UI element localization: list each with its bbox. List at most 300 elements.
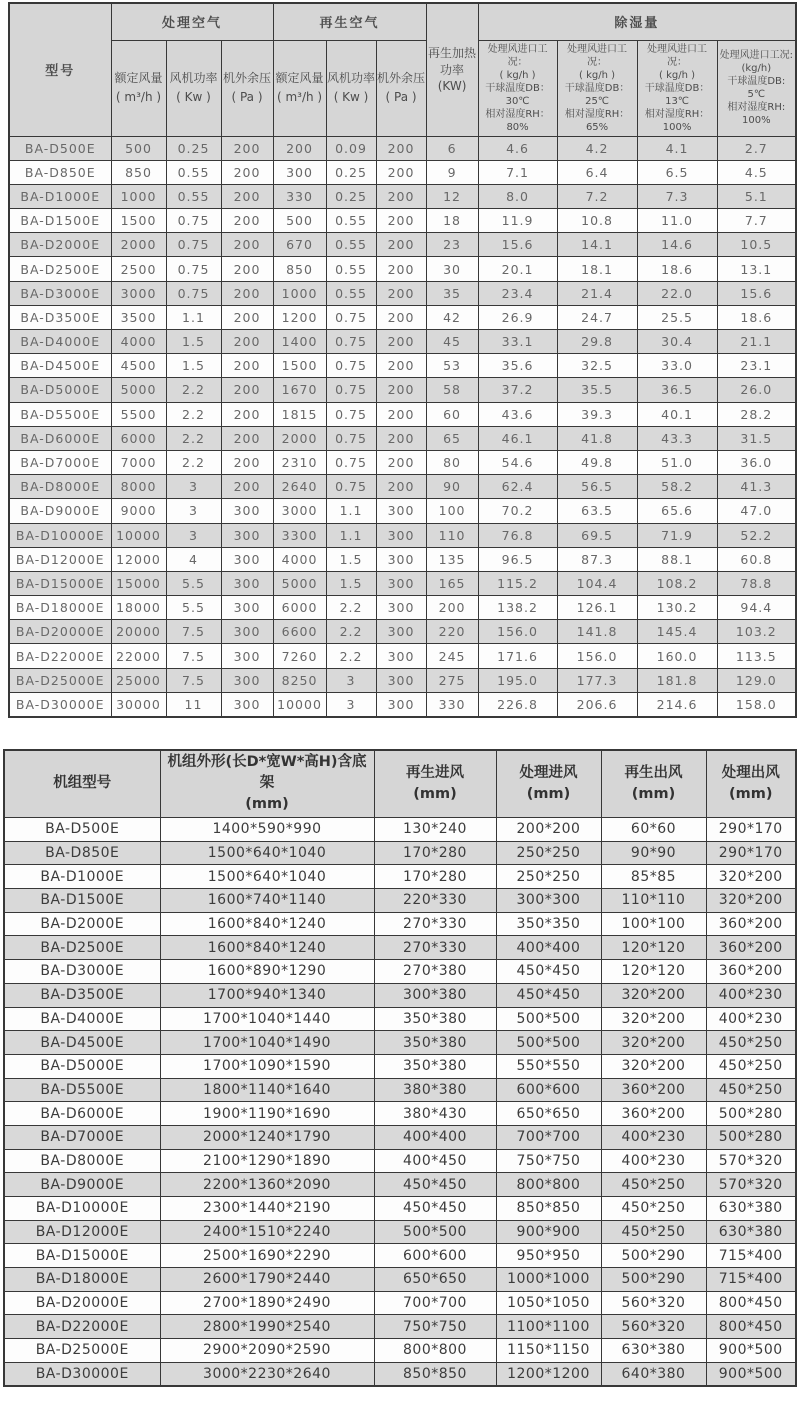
value-cell: 5.5 bbox=[166, 596, 221, 620]
value-cell: 630*380 bbox=[706, 1197, 796, 1221]
value-cell: 570*320 bbox=[706, 1149, 796, 1173]
spec-table bbox=[8, 2, 797, 718]
value-cell: 2000 bbox=[273, 426, 326, 450]
value-cell: 43.6 bbox=[478, 402, 557, 426]
value-cell: 0.75 bbox=[166, 281, 221, 305]
value-cell: 1.1 bbox=[326, 523, 376, 547]
model-cell: BA-D10000E bbox=[9, 523, 111, 547]
column-header-condition-2: 处理风进口工况： ( kg/h ) 干球温度DB：25℃ 相对湿度RH：65% bbox=[557, 40, 637, 136]
table-row bbox=[9, 257, 796, 281]
value-cell: 1500 bbox=[111, 209, 166, 233]
value-cell: 550*550 bbox=[496, 1054, 601, 1078]
table-row bbox=[9, 692, 796, 716]
value-cell: 22000 bbox=[111, 644, 166, 668]
model-cell: BA-D30000E bbox=[4, 1362, 160, 1386]
value-cell: 5.5 bbox=[166, 571, 221, 595]
value-cell: 450*450 bbox=[496, 983, 601, 1007]
value-cell: 2000 bbox=[111, 233, 166, 257]
value-cell: 2.2 bbox=[166, 426, 221, 450]
model-cell: BA-D5000E bbox=[4, 1054, 160, 1078]
column-header-rated-airflow-process: 额定风量 ( m³/h ) bbox=[111, 40, 166, 136]
value-cell: 7.5 bbox=[166, 644, 221, 668]
column-header-condition-1: 处理风进口工况： ( kg/h ) 干球温度DB：30℃ 相对湿度RH：80% bbox=[478, 40, 557, 136]
value-cell: 1000 bbox=[111, 184, 166, 208]
value-cell: 15000 bbox=[111, 571, 166, 595]
value-cell: 850 bbox=[111, 160, 166, 184]
value-cell: 23 bbox=[426, 233, 478, 257]
model-cell: BA-D4000E bbox=[4, 1007, 160, 1031]
value-cell: 8250 bbox=[273, 668, 326, 692]
dimension-table-header bbox=[4, 750, 796, 818]
table-row bbox=[9, 571, 796, 595]
value-cell: 300*380 bbox=[374, 983, 496, 1007]
value-cell: 15.6 bbox=[717, 281, 796, 305]
model-cell: BA-D10000E bbox=[4, 1197, 160, 1221]
value-cell: 28.2 bbox=[717, 402, 796, 426]
table-row bbox=[9, 233, 796, 257]
value-cell: 400*230 bbox=[601, 1149, 706, 1173]
value-cell: 350*380 bbox=[374, 1054, 496, 1078]
column-group-regen-air: 再生空气 bbox=[273, 3, 426, 40]
value-cell: 12 bbox=[426, 184, 478, 208]
value-cell: 1700*1090*1590 bbox=[160, 1054, 374, 1078]
value-cell: 1400*590*990 bbox=[160, 818, 374, 842]
value-cell: 52.2 bbox=[717, 523, 796, 547]
value-cell: 110*110 bbox=[601, 889, 706, 913]
value-cell: 270*330 bbox=[374, 936, 496, 960]
value-cell: 320*200 bbox=[706, 865, 796, 889]
value-cell: 14.1 bbox=[557, 233, 637, 257]
table-row bbox=[4, 1220, 796, 1244]
value-cell: 7000 bbox=[111, 450, 166, 474]
value-cell: 177.3 bbox=[557, 668, 637, 692]
table-row bbox=[9, 499, 796, 523]
value-cell: 108.2 bbox=[637, 571, 717, 595]
value-cell: 10000 bbox=[111, 523, 166, 547]
column-header-condition-4: 处理风进口工况: (kg/h) 干球温度DB: 5℃ 相对湿度RH: 100% bbox=[717, 40, 796, 136]
value-cell: 26.9 bbox=[478, 305, 557, 329]
value-cell: 35 bbox=[426, 281, 478, 305]
model-cell: BA-D4500E bbox=[4, 1031, 160, 1055]
value-cell: 400*230 bbox=[706, 1007, 796, 1031]
value-cell: 560*320 bbox=[601, 1291, 706, 1315]
value-cell: 20.1 bbox=[478, 257, 557, 281]
value-cell: 450*250 bbox=[601, 1197, 706, 1221]
value-cell: 200 bbox=[376, 354, 426, 378]
table-row bbox=[4, 1291, 796, 1315]
value-cell: 200 bbox=[376, 402, 426, 426]
value-cell: 156.0 bbox=[478, 620, 557, 644]
value-cell: 35.5 bbox=[557, 378, 637, 402]
value-cell: 1000 bbox=[273, 281, 326, 305]
model-cell: BA-D4000E bbox=[9, 330, 111, 354]
value-cell: 300 bbox=[221, 692, 273, 716]
value-cell: 85*85 bbox=[601, 865, 706, 889]
value-cell: 350*380 bbox=[374, 1007, 496, 1031]
table-row bbox=[9, 184, 796, 208]
value-cell: 700*700 bbox=[374, 1291, 496, 1315]
value-cell: 3 bbox=[166, 475, 221, 499]
model-cell: BA-D18000E bbox=[4, 1268, 160, 1292]
value-cell: 46.1 bbox=[478, 426, 557, 450]
value-cell: 200*200 bbox=[496, 818, 601, 842]
value-cell: 0.75 bbox=[166, 257, 221, 281]
value-cell: 1815 bbox=[273, 402, 326, 426]
value-cell: 26.0 bbox=[717, 378, 796, 402]
value-cell: 18.6 bbox=[717, 305, 796, 329]
value-cell: 113.5 bbox=[717, 644, 796, 668]
value-cell: 78.8 bbox=[717, 571, 796, 595]
model-cell: BA-D1500E bbox=[4, 889, 160, 913]
value-cell: 300 bbox=[221, 596, 273, 620]
model-cell: BA-D12000E bbox=[9, 547, 111, 571]
value-cell: 200 bbox=[221, 378, 273, 402]
value-cell: 206.6 bbox=[557, 692, 637, 716]
value-cell: 170*280 bbox=[374, 865, 496, 889]
value-cell: 9 bbox=[426, 160, 478, 184]
value-cell: 4000 bbox=[273, 547, 326, 571]
model-cell: BA-D6000E bbox=[9, 426, 111, 450]
value-cell: 2.2 bbox=[326, 620, 376, 644]
value-cell: 300 bbox=[376, 547, 426, 571]
model-cell: BA-D5000E bbox=[9, 378, 111, 402]
table-row bbox=[4, 1244, 796, 1268]
value-cell: 0.55 bbox=[166, 160, 221, 184]
value-cell: 56.5 bbox=[557, 475, 637, 499]
value-cell: 200 bbox=[221, 233, 273, 257]
table-row bbox=[4, 841, 796, 865]
value-cell: 200 bbox=[221, 402, 273, 426]
value-cell: 22.0 bbox=[637, 281, 717, 305]
value-cell: 0.25 bbox=[166, 136, 221, 160]
value-cell: 200 bbox=[376, 160, 426, 184]
column-header-condition-3: 处理风进口工况： ( kg/h ) 干球温度DB：13℃ 相对湿度RH：100% bbox=[637, 40, 717, 136]
value-cell: 2800*1990*2540 bbox=[160, 1315, 374, 1339]
table-row bbox=[4, 960, 796, 984]
value-cell: 1700*1040*1440 bbox=[160, 1007, 374, 1031]
model-cell: BA-D6000E bbox=[4, 1102, 160, 1126]
value-cell: 2100*1290*1890 bbox=[160, 1149, 374, 1173]
model-cell: BA-D3000E bbox=[4, 960, 160, 984]
value-cell: 3 bbox=[326, 668, 376, 692]
value-cell: 30 bbox=[426, 257, 478, 281]
value-cell: 300 bbox=[376, 620, 426, 644]
column-header-static-pressure-regen: 机外余压 ( Pa ) bbox=[376, 40, 426, 136]
value-cell: 800*800 bbox=[496, 1173, 601, 1197]
value-cell: 320*200 bbox=[601, 1007, 706, 1031]
value-cell: 200 bbox=[376, 136, 426, 160]
value-cell: 9000 bbox=[111, 499, 166, 523]
value-cell: 54.6 bbox=[478, 450, 557, 474]
value-cell: 120*120 bbox=[601, 936, 706, 960]
value-cell: 40.1 bbox=[637, 402, 717, 426]
value-cell: 126.1 bbox=[557, 596, 637, 620]
value-cell: 360*200 bbox=[706, 936, 796, 960]
value-cell: 300 bbox=[221, 523, 273, 547]
table-row bbox=[4, 1149, 796, 1173]
value-cell: 156.0 bbox=[557, 644, 637, 668]
column-group-process-air: 处理空气 bbox=[111, 3, 273, 40]
value-cell: 200 bbox=[376, 305, 426, 329]
value-cell: 0.75 bbox=[326, 450, 376, 474]
value-cell: 5000 bbox=[273, 571, 326, 595]
value-cell: 500*500 bbox=[496, 1031, 601, 1055]
value-cell: 96.5 bbox=[478, 547, 557, 571]
table-row bbox=[4, 1078, 796, 1102]
value-cell: 4500 bbox=[111, 354, 166, 378]
value-cell: 1500*640*1040 bbox=[160, 865, 374, 889]
table-row bbox=[4, 1054, 796, 1078]
value-cell: 1400 bbox=[273, 330, 326, 354]
value-cell: 270*380 bbox=[374, 960, 496, 984]
value-cell: 450*250 bbox=[706, 1078, 796, 1102]
value-cell: 170*280 bbox=[374, 841, 496, 865]
value-cell: 23.4 bbox=[478, 281, 557, 305]
value-cell: 850*850 bbox=[496, 1197, 601, 1221]
table-row bbox=[4, 1031, 796, 1055]
model-cell: BA-D15000E bbox=[9, 571, 111, 595]
table-row bbox=[9, 330, 796, 354]
model-cell: BA-D5500E bbox=[4, 1078, 160, 1102]
value-cell: 23.1 bbox=[717, 354, 796, 378]
value-cell: 1100*1100 bbox=[496, 1315, 601, 1339]
value-cell: 300 bbox=[376, 571, 426, 595]
model-cell: BA-D25000E bbox=[9, 668, 111, 692]
model-cell: BA-D22000E bbox=[4, 1315, 160, 1339]
value-cell: 900*500 bbox=[706, 1339, 796, 1363]
model-cell: BA-D3500E bbox=[4, 983, 160, 1007]
column-header-outline-dimensions: 机组外形(长D*宽W*高H)含底架 (mm) bbox=[160, 750, 374, 818]
value-cell: 380*380 bbox=[374, 1078, 496, 1102]
model-cell: BA-D20000E bbox=[9, 620, 111, 644]
value-cell: 2300*1440*2190 bbox=[160, 1197, 374, 1221]
value-cell: 2.2 bbox=[326, 644, 376, 668]
value-cell: 1150*1150 bbox=[496, 1339, 601, 1363]
value-cell: 1600*740*1140 bbox=[160, 889, 374, 913]
table-row bbox=[9, 305, 796, 329]
value-cell: 2500 bbox=[111, 257, 166, 281]
value-cell: 0.75 bbox=[166, 233, 221, 257]
value-cell: 700*700 bbox=[496, 1125, 601, 1149]
value-cell: 51.0 bbox=[637, 450, 717, 474]
model-cell: BA-D2500E bbox=[4, 936, 160, 960]
value-cell: 200 bbox=[221, 426, 273, 450]
value-cell: 29.8 bbox=[557, 330, 637, 354]
value-cell: 200 bbox=[376, 450, 426, 474]
value-cell: 2200*1360*2090 bbox=[160, 1173, 374, 1197]
value-cell: 2.2 bbox=[166, 450, 221, 474]
value-cell: 450*450 bbox=[496, 960, 601, 984]
value-cell: 6.4 bbox=[557, 160, 637, 184]
column-header-fan-power-regen: 风机功率 ( Kw ) bbox=[326, 40, 376, 136]
model-cell: BA-D5500E bbox=[9, 402, 111, 426]
value-cell: 8.0 bbox=[478, 184, 557, 208]
value-cell: 2700*1890*2490 bbox=[160, 1291, 374, 1315]
column-header-model: 型号 bbox=[9, 3, 111, 136]
value-cell: 3 bbox=[166, 523, 221, 547]
model-cell: BA-D20000E bbox=[4, 1291, 160, 1315]
value-cell: 165 bbox=[426, 571, 478, 595]
value-cell: 195.0 bbox=[478, 668, 557, 692]
value-cell: 500 bbox=[273, 209, 326, 233]
value-cell: 18000 bbox=[111, 596, 166, 620]
value-cell: 200 bbox=[221, 184, 273, 208]
model-cell: BA-D850E bbox=[9, 160, 111, 184]
value-cell: 1670 bbox=[273, 378, 326, 402]
value-cell: 100 bbox=[426, 499, 478, 523]
value-cell: 24.7 bbox=[557, 305, 637, 329]
value-cell: 4 bbox=[166, 547, 221, 571]
value-cell: 130*240 bbox=[374, 818, 496, 842]
value-cell: 220 bbox=[426, 620, 478, 644]
value-cell: 2640 bbox=[273, 475, 326, 499]
dimension-table-body bbox=[4, 818, 796, 1387]
value-cell: 320*200 bbox=[706, 889, 796, 913]
value-cell: 88.1 bbox=[637, 547, 717, 571]
model-cell: BA-D15000E bbox=[4, 1244, 160, 1268]
table-row bbox=[4, 912, 796, 936]
value-cell: 200 bbox=[376, 378, 426, 402]
value-cell: 650*650 bbox=[496, 1102, 601, 1126]
value-cell: 6000 bbox=[111, 426, 166, 450]
value-cell: 2.2 bbox=[166, 402, 221, 426]
value-cell: 500 bbox=[111, 136, 166, 160]
value-cell: 600*600 bbox=[374, 1244, 496, 1268]
value-cell: 300 bbox=[221, 547, 273, 571]
value-cell: 20000 bbox=[111, 620, 166, 644]
value-cell: 2.7 bbox=[717, 136, 796, 160]
value-cell: 360*200 bbox=[601, 1078, 706, 1102]
value-cell: 500*500 bbox=[374, 1220, 496, 1244]
value-cell: 500*500 bbox=[496, 1007, 601, 1031]
value-cell: 0.75 bbox=[326, 426, 376, 450]
value-cell: 63.5 bbox=[557, 499, 637, 523]
value-cell: 3300 bbox=[273, 523, 326, 547]
value-cell: 2000*1240*1790 bbox=[160, 1125, 374, 1149]
value-cell: 300 bbox=[376, 692, 426, 716]
value-cell: 76.8 bbox=[478, 523, 557, 547]
value-cell: 3000 bbox=[273, 499, 326, 523]
value-cell: 400*230 bbox=[601, 1125, 706, 1149]
value-cell: 245 bbox=[426, 644, 478, 668]
table-row bbox=[9, 136, 796, 160]
value-cell: 5000 bbox=[111, 378, 166, 402]
value-cell: 41.3 bbox=[717, 475, 796, 499]
value-cell: 715*400 bbox=[706, 1268, 796, 1292]
value-cell: 3500 bbox=[111, 305, 166, 329]
value-cell: 200 bbox=[376, 257, 426, 281]
value-cell: 7.2 bbox=[557, 184, 637, 208]
value-cell: 4000 bbox=[111, 330, 166, 354]
model-cell: BA-D18000E bbox=[9, 596, 111, 620]
table-row bbox=[4, 1173, 796, 1197]
value-cell: 450*450 bbox=[374, 1173, 496, 1197]
column-header-regen-air-inlet: 再生进风 (mm) bbox=[374, 750, 496, 818]
value-cell: 600*600 bbox=[496, 1078, 601, 1102]
reheat-power-unit: (KW) bbox=[437, 78, 467, 93]
model-cell: BA-D8000E bbox=[4, 1149, 160, 1173]
value-cell: 47.0 bbox=[717, 499, 796, 523]
value-cell: 10.5 bbox=[717, 233, 796, 257]
value-cell: 320*200 bbox=[601, 1054, 706, 1078]
value-cell: 7260 bbox=[273, 644, 326, 668]
value-cell: 1500*640*1040 bbox=[160, 841, 374, 865]
value-cell: 330 bbox=[273, 184, 326, 208]
table-row bbox=[4, 1268, 796, 1292]
value-cell: 1800*1140*1640 bbox=[160, 1078, 374, 1102]
value-cell: 8000 bbox=[111, 475, 166, 499]
value-cell: 2310 bbox=[273, 450, 326, 474]
value-cell: 200 bbox=[221, 257, 273, 281]
table-row bbox=[9, 160, 796, 184]
value-cell: 53 bbox=[426, 354, 478, 378]
spec-table-header bbox=[9, 3, 796, 136]
column-header-process-air-inlet: 处理进风 (mm) bbox=[496, 750, 601, 818]
model-cell: BA-D8000E bbox=[9, 475, 111, 499]
model-cell: BA-D2500E bbox=[9, 257, 111, 281]
value-cell: 0.75 bbox=[326, 305, 376, 329]
value-cell: 104.4 bbox=[557, 571, 637, 595]
value-cell: 630*380 bbox=[601, 1339, 706, 1363]
value-cell: 62.4 bbox=[478, 475, 557, 499]
table-row bbox=[9, 668, 796, 692]
value-cell: 1050*1050 bbox=[496, 1291, 601, 1315]
value-cell: 90 bbox=[426, 475, 478, 499]
value-cell: 65.6 bbox=[637, 499, 717, 523]
value-cell: 33.0 bbox=[637, 354, 717, 378]
value-cell: 320*200 bbox=[601, 1031, 706, 1055]
value-cell: 670 bbox=[273, 233, 326, 257]
table-row bbox=[4, 865, 796, 889]
model-cell: BA-D3500E bbox=[9, 305, 111, 329]
model-cell: BA-D2000E bbox=[4, 912, 160, 936]
value-cell: 750*750 bbox=[496, 1149, 601, 1173]
value-cell: 135 bbox=[426, 547, 478, 571]
value-cell: 158.0 bbox=[717, 692, 796, 716]
table-row bbox=[9, 426, 796, 450]
value-cell: 7.5 bbox=[166, 668, 221, 692]
value-cell: 25000 bbox=[111, 668, 166, 692]
value-cell: 39.3 bbox=[557, 402, 637, 426]
value-cell: 300 bbox=[221, 571, 273, 595]
value-cell: 4.5 bbox=[717, 160, 796, 184]
value-cell: 1700*1040*1490 bbox=[160, 1031, 374, 1055]
value-cell: 200 bbox=[376, 330, 426, 354]
value-cell: 129.0 bbox=[717, 668, 796, 692]
model-cell: BA-D3000E bbox=[9, 281, 111, 305]
value-cell: 6 bbox=[426, 136, 478, 160]
value-cell: 130.2 bbox=[637, 596, 717, 620]
table-row bbox=[4, 1339, 796, 1363]
value-cell: 0.55 bbox=[166, 184, 221, 208]
model-cell: BA-D1500E bbox=[9, 209, 111, 233]
value-cell: 350*380 bbox=[374, 1031, 496, 1055]
model-cell: BA-D1000E bbox=[9, 184, 111, 208]
value-cell: 200 bbox=[221, 209, 273, 233]
table-row bbox=[9, 402, 796, 426]
value-cell: 0.75 bbox=[326, 354, 376, 378]
value-cell: 70.2 bbox=[478, 499, 557, 523]
value-cell: 850*850 bbox=[374, 1362, 496, 1386]
value-cell: 1600*840*1240 bbox=[160, 936, 374, 960]
value-cell: 570*320 bbox=[706, 1173, 796, 1197]
table-row bbox=[9, 378, 796, 402]
value-cell: 35.6 bbox=[478, 354, 557, 378]
value-cell: 640*380 bbox=[601, 1362, 706, 1386]
value-cell: 200 bbox=[376, 475, 426, 499]
value-cell: 450*250 bbox=[601, 1173, 706, 1197]
value-cell: 3 bbox=[166, 499, 221, 523]
